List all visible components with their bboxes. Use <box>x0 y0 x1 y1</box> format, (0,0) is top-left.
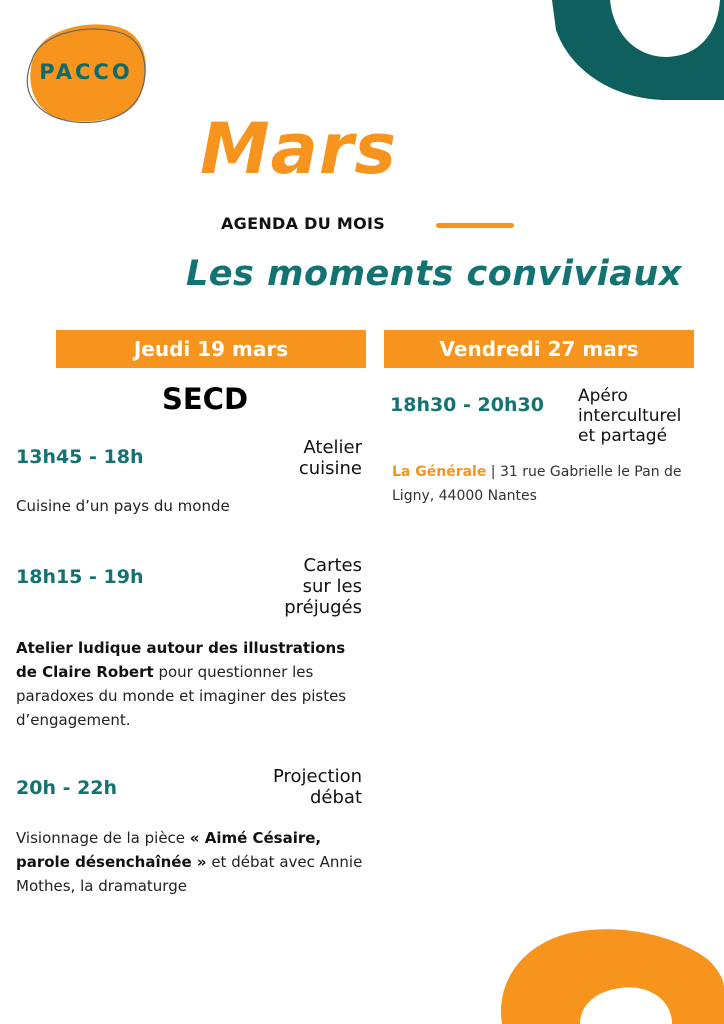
event-location <box>392 460 702 508</box>
event-title <box>578 386 718 446</box>
agenda-divider <box>436 223 514 228</box>
venue-name: La Générale <box>392 464 487 480</box>
description-text: et débat avec Annie Mothes, la dramaturge <box>16 853 363 895</box>
description-text: pour questionner les paradoxes du monde et imaginer des pistes d’engagement. <box>16 663 347 729</box>
event-title-line: sur les <box>302 576 362 597</box>
location-separator: | <box>486 464 500 480</box>
event-description <box>16 826 366 898</box>
page-subtitle: Les moments conviviaux <box>186 254 682 294</box>
description-text: Visionnage de la pièce <box>16 829 190 847</box>
event-time: 20h - 22h <box>16 777 118 799</box>
decorative-ring-shape <box>552 0 724 100</box>
event-time: 18h15 - 19h <box>16 566 144 588</box>
event-title-line: et partagé <box>578 426 668 446</box>
venue-address: 31 rue Gabrielle le Pan de Ligny, 44000 Nantes <box>392 464 682 504</box>
logo <box>22 20 152 128</box>
month-title: Mars <box>200 108 398 190</box>
description-bold: « Aimé Césaire, parole désenchaînée » <box>16 829 322 871</box>
event-title-line: interculturel <box>578 406 682 426</box>
event-title <box>212 555 362 618</box>
event-title-line: Projection <box>272 766 362 787</box>
event-title-line: cuisine <box>298 458 362 479</box>
event-title-line: Apéro <box>578 386 628 406</box>
agenda-label: AGENDA DU MOIS <box>221 214 386 233</box>
event-title <box>212 437 362 479</box>
event-title-line: débat <box>309 787 362 808</box>
decorative-blob-shape <box>496 928 724 1024</box>
event-description: Cuisine d’un pays du monde <box>16 497 230 515</box>
event-time: 18h30 - 20h30 <box>390 394 544 416</box>
event-title-line: préjugés <box>284 597 362 618</box>
logo-text: PACCO <box>39 60 133 84</box>
place-title: SECD <box>161 382 249 416</box>
event-time: 13h45 - 18h <box>16 446 144 468</box>
date-banner-vendredi: Vendredi 27 mars <box>384 330 694 368</box>
event-title-line: Cartes <box>303 555 362 576</box>
event-title <box>212 766 362 808</box>
description-bold: Atelier ludique autour des illustrations de Claire Robert <box>16 639 346 681</box>
event-description <box>16 636 366 732</box>
event-title-line: Atelier <box>303 437 362 458</box>
date-banner-jeudi: Jeudi 19 mars <box>56 330 366 368</box>
